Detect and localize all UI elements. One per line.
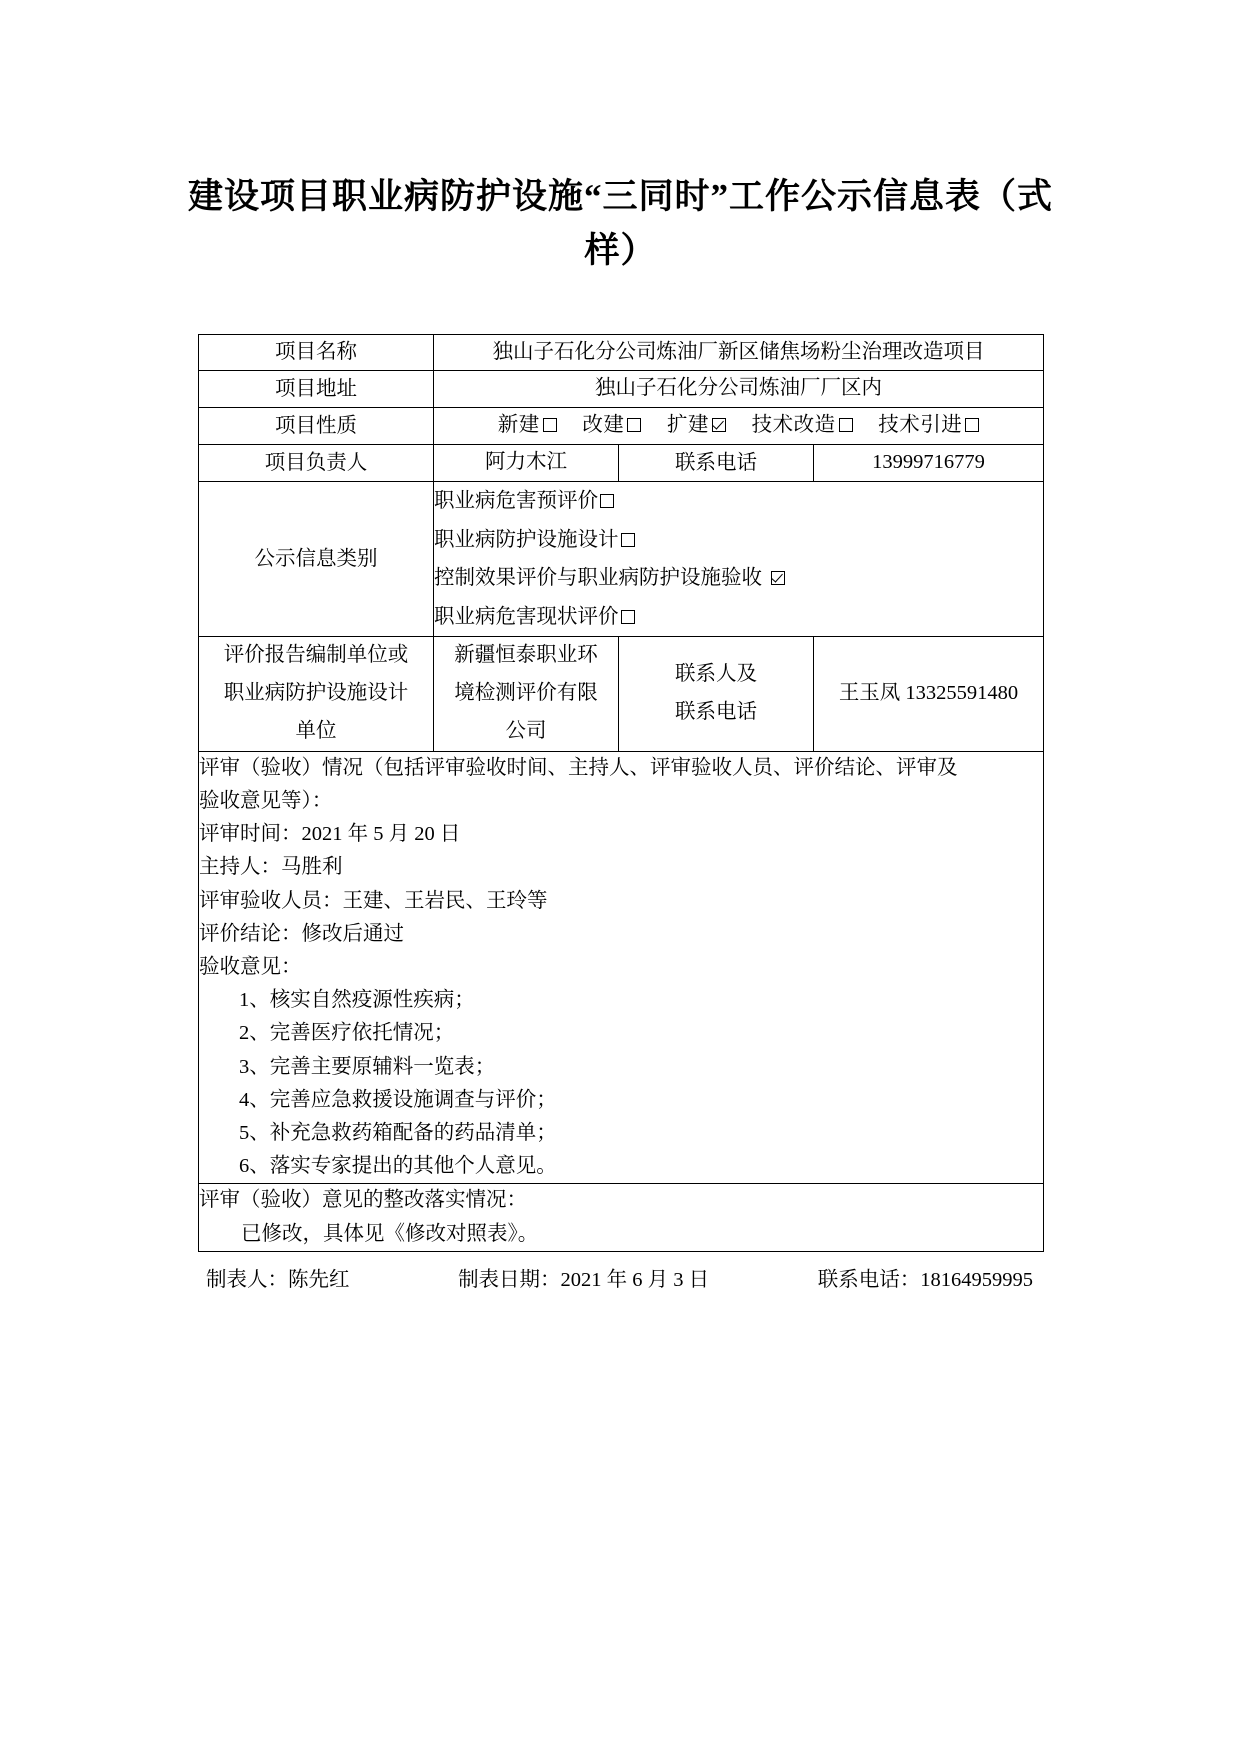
checkbox-icon-rebuild[interactable] (627, 418, 641, 432)
category-option-control-effect-label: 控制效果评价与职业病防护设施验收 (434, 567, 762, 589)
table-row-report-unit (199, 637, 1044, 752)
label-contact-phone: 联系电话 (619, 445, 814, 482)
value-project-leader: 阿力木江 (434, 445, 619, 482)
review-opinion-item-3: 3、完善主要原辅料一览表； (239, 1055, 496, 1078)
value-project-nature (434, 408, 1044, 445)
table-row-review (199, 751, 1044, 1184)
nature-option-tech-import[interactable] (878, 408, 979, 444)
table-row-project-address (199, 371, 1044, 408)
value-unit-contact: 王玉凤 13325591480 (814, 637, 1044, 752)
form-table-wrapper (198, 334, 1043, 1292)
checkbox-icon-status-assessment[interactable] (621, 610, 635, 624)
checkbox-icon-new[interactable] (543, 418, 557, 432)
label-project-nature: 项目性质 (199, 408, 434, 445)
footer-date: 制表日期：2021 年 6 月 3 日 (458, 1268, 710, 1291)
review-opinion-item-4: 4、完善应急救援设施调查与评价； (239, 1088, 557, 1111)
nature-option-tech-reform[interactable] (752, 408, 853, 444)
review-heading-line2: 验收意见等）： (199, 789, 333, 812)
checkbox-icon-expansion-checked[interactable] (712, 418, 726, 432)
category-option-status-assessment-label: 职业病危害现状评价 (434, 605, 619, 628)
checkbox-icon-tech-import[interactable] (965, 418, 979, 432)
value-report-unit-line3: 公司 (505, 719, 547, 742)
review-opinion-item-1: 1、核实自然疫源性疾病； (239, 989, 475, 1012)
review-personnel: 评审验收人员：王建、王岩民、王玲等 (199, 889, 548, 912)
value-report-unit-line2: 境检测评价有限 (454, 681, 598, 704)
category-option-facility-design[interactable] (434, 521, 1043, 560)
nature-option-new-label: 新建 (497, 414, 540, 437)
label-project-leader: 项目负责人 (199, 445, 434, 482)
value-report-unit (434, 637, 619, 752)
review-opinion-item-6: 6、落实专家提出的其他个人意见。 (239, 1155, 557, 1178)
label-report-unit (199, 637, 434, 752)
label-report-unit-line3: 单位 (295, 719, 337, 742)
label-report-unit-line1: 评价报告编制单位或 (223, 644, 409, 666)
label-info-category: 公示信息类别 (199, 482, 434, 637)
table-row-project-name (199, 334, 1044, 371)
footer-phone: 联系电话：18164959995 (817, 1268, 1033, 1291)
nature-option-expansion[interactable] (667, 408, 726, 444)
value-rectification-block (199, 1184, 1044, 1251)
label-unit-contact-line1: 联系人及 (675, 662, 757, 685)
value-project-name: 独山子石化分公司炼油厂新区储焦场粉尘治理改造项目 (434, 334, 1044, 371)
rectification-heading: 评审（验收）意见的整改落实情况： (199, 1189, 527, 1212)
checkbox-icon-control-effect-checked[interactable] (771, 571, 785, 585)
checkbox-icon-facility-design[interactable] (621, 533, 635, 547)
review-opinion-title: 验收意见： (199, 955, 302, 978)
nature-option-tech-import-label: 技术引进 (878, 414, 963, 437)
review-time: 评审时间：2021 年 5 月 20 日 (199, 823, 461, 846)
label-unit-contact-line2: 联系电话 (675, 700, 757, 723)
nature-option-new[interactable] (498, 408, 557, 444)
category-option-facility-design-label: 职业病防护设施设计 (434, 528, 619, 551)
table-row-info-category (199, 482, 1044, 637)
table-row-project-nature (199, 408, 1044, 445)
checkbox-icon-tech-reform[interactable] (839, 418, 853, 432)
review-host: 主持人：马胜利 (199, 856, 343, 879)
checkbox-icon-pre-assessment[interactable] (600, 494, 614, 508)
category-option-pre-assessment-label: 职业病危害预评价 (434, 490, 598, 512)
label-project-address: 项目地址 (199, 371, 434, 408)
value-info-category (434, 482, 1044, 637)
value-review-block (199, 751, 1044, 1184)
value-project-address: 独山子石化分公司炼油厂厂区内 (434, 371, 1044, 408)
category-option-status-assessment[interactable] (434, 598, 1043, 637)
form-footer (198, 1252, 1043, 1292)
page-title: 建设项目职业病防护设施“三同时”工作公示信息表（式样） (187, 177, 1053, 271)
nature-option-tech-reform-label: 技术改造 (751, 414, 836, 437)
category-option-pre-assessment[interactable] (434, 482, 1043, 521)
label-unit-contact (619, 637, 814, 752)
footer-maker: 制表人：陈先红 (206, 1268, 350, 1291)
review-opinion-item-2: 2、完善医疗依托情况； (239, 1022, 455, 1045)
nature-option-expansion-label: 扩建 (667, 414, 709, 437)
nature-option-rebuild[interactable] (582, 408, 641, 444)
table-row-rectification (199, 1184, 1044, 1251)
value-contact-phone: 13999716779 (814, 445, 1044, 482)
review-conclusion: 评价结论：修改后通过 (199, 922, 404, 945)
review-heading-line1: 评审（验收）情况（包括评审验收时间、主持人、评审验收人员、评价结论、评审及 (199, 756, 958, 779)
category-option-control-effect[interactable] (434, 559, 1043, 598)
nature-option-rebuild-label: 改建 (582, 414, 625, 437)
review-opinion-item-5: 5、补充急救药箱配备的药品清单； (239, 1122, 557, 1144)
rectification-content: 已修改，具体见《修改对照表》。 (241, 1222, 539, 1245)
table-row-project-leader (199, 445, 1044, 482)
value-report-unit-line1: 新疆恒泰职业环 (454, 644, 598, 666)
publicity-info-form (198, 334, 1044, 1252)
label-project-name: 项目名称 (199, 334, 434, 371)
label-report-unit-line2: 职业病防护设施设计 (223, 681, 409, 704)
